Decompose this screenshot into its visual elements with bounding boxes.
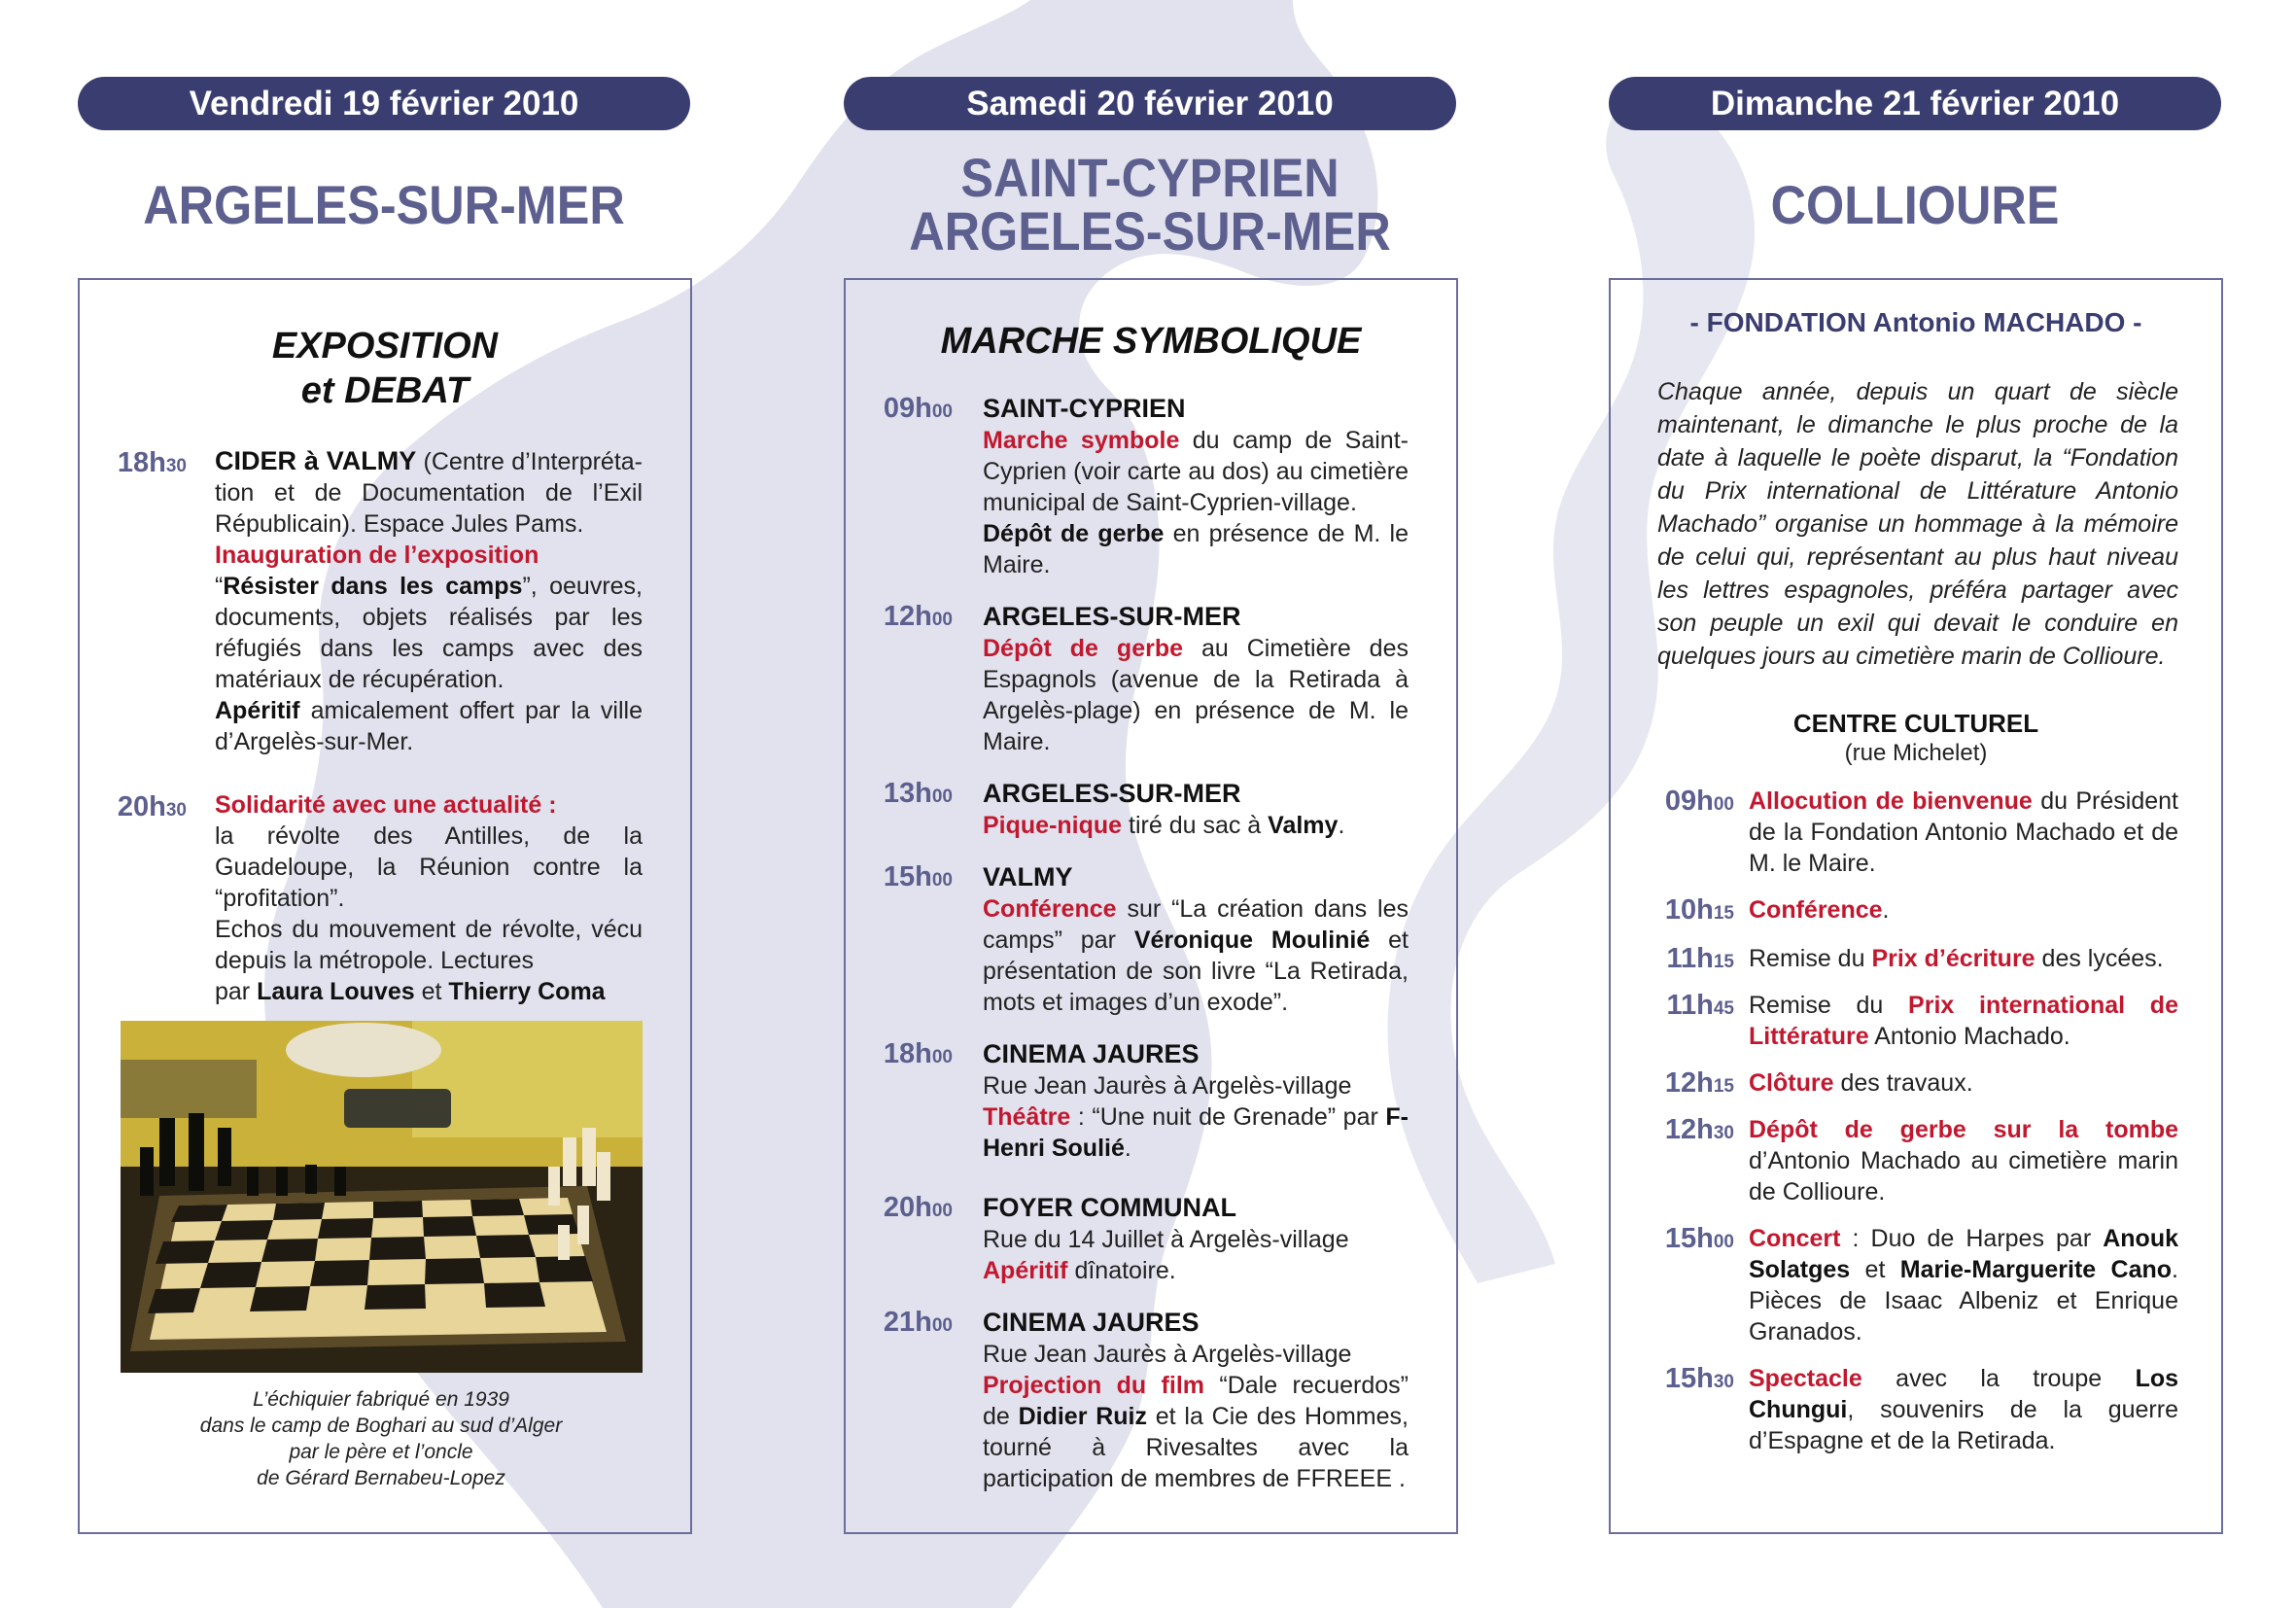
event-time: 11h15: [1666, 943, 1734, 974]
venue: [1611, 708, 2221, 768]
event-time: 15h00: [883, 861, 953, 892]
event-text: CINEMA JAURES Rue Jean Jaurès à Argelès-village Théâtre : “Une nuit de Grenade” par F-Henri Soulié.: [983, 1039, 1409, 1162]
event-time: 15h30: [1664, 1363, 1734, 1394]
event-time: 13h00: [883, 778, 953, 809]
date-badge: Dimanche 21 février 2010: [1609, 77, 2221, 130]
event-text: Clôture des travaux.: [1749, 1069, 1973, 1097]
venue-name: CENTRE CULTUREL: [1792, 709, 2039, 738]
event-time: 18h30: [117, 447, 187, 478]
city-title-1: SAINT-CYPRIEN: [960, 147, 1339, 208]
event-time: 10h15: [1664, 894, 1734, 926]
section-title: MARCHE SYMBOLIQUE: [940, 321, 1362, 362]
event-time: 18h00: [883, 1038, 953, 1069]
chessboard-squares: [148, 1198, 607, 1340]
program-box: [1609, 278, 2223, 1534]
event-text: SAINT-CYPRIEN Marche symbole du camp de Saint-Cyprien (voir carte au dos) au cimetière municipal de Saint-Cyprien-village. Dépôt de gerbe en présence de M. le Maire.: [983, 394, 1409, 578]
event-text: FOYER COMMUNAL Rue du 14 Juillet à Argelès-village Apéritif dînatoire.: [983, 1193, 1349, 1284]
chessboard-photo: [121, 1021, 643, 1373]
city-title: ARGELES-SUR-MER: [143, 174, 625, 235]
section-title: - FONDATION Antonio MACHADO -: [1689, 307, 2142, 337]
event-text: Conférence.: [1749, 896, 1890, 924]
event-time: 20h00: [883, 1192, 953, 1223]
section-title-line1: EXPOSITION: [271, 326, 499, 367]
event-text: Allocution de bienvenue du Président de la Fondation Antonio Machado et de M. le Maire.: [1749, 787, 2178, 877]
event-time: 20h30: [117, 791, 187, 822]
city-title-2: ARGELES-SUR-MER: [909, 200, 1391, 262]
event-text: ARGELES-SUR-MER Dépôt de gerbe au Cimetière des Espagnols (avenue de la Retirada à Argelès-plage) en présence de M. le Maire.: [983, 602, 1409, 755]
event-text: Remise du Prix international de Littérature Antonio Machado.: [1749, 992, 2178, 1050]
city-title: COLLIOURE: [1770, 174, 2060, 235]
event-time: 15h00: [1664, 1223, 1734, 1254]
event-text: Concert : Duo de Harpes par Anouk Solatges et Marie-Marguerite Cano. Pièces de Isaac Albeniz et Enrique Granados.: [1749, 1225, 2179, 1346]
program-box: [844, 278, 1458, 1534]
program-box: [78, 278, 692, 1534]
event-time: 12h00: [883, 601, 953, 632]
event-text: Solidarité avec une actualité : la révolte des Antilles, de la Guadeloupe, la Réunion contre la “profitation”. Echos du mouvement de révolte, vécu depuis la métropole. Lectures par Laura Louves et Thierry Coma: [215, 791, 643, 1005]
intro-paragraph: Chaque année, depuis un quart de siècle maintenant, le dimanche le plus proche de la date à laquelle le poète disparut, la “Fondation du Prix international de Littérature Antonio Machado” organise un hommage à la mémoire de celui qui, représentant au plus haut niveau les lettres espagnoles, préféra partager avec son peuple un exil qui devait le conduire en quelques jours au cimetière marin de Collioure.: [1657, 378, 2178, 670]
venue-address: (rue Michelet): [1844, 740, 1988, 766]
event-text: Spectacle avec la troupe Los Chungui, souvenirs de la guerre d’Espagne et de la Retirada.: [1749, 1365, 2179, 1454]
event-time: 21h00: [883, 1307, 953, 1338]
event-text: VALMY Conférence sur “La création dans les camps” par Véronique Moulinié et présentation de son livre “La Retirada, mots et images d’un exode”.: [983, 862, 1409, 1016]
event-text: CIDER à VALMY (Centre d’Interpréta- tion et de Documentation de l’Exil Républicain). Espace Jules Pams. Inauguration de l’exposition “Résister dans les camps”, oeuvres, documents, objets réalisés par les réfugiés dans les camps avec des matériaux de récupération. Apéritif amicalement offert par la ville d’Argelès-sur-Mer.: [215, 446, 643, 755]
event-time: 09h00: [883, 393, 953, 424]
event-text: Remise du Prix d’écriture des lycées.: [1749, 945, 2164, 972]
event-time: 11h45: [1666, 990, 1734, 1021]
photo-caption: L’échiquier fabriqué en 1939 dans le camp de Boghari au sud d’Alger par le père et l’oncle de Gérard Bernabeu-Lopez: [199, 1388, 563, 1489]
date-badge: Samedi 20 février 2010: [844, 77, 1456, 130]
section-title-line2: et DEBAT: [300, 370, 470, 411]
event-time: 12h15: [1664, 1067, 1734, 1099]
event-time: 09h00: [1664, 786, 1734, 817]
date-badge: Vendredi 19 février 2010: [78, 77, 690, 130]
event-text: ARGELES-SUR-MER Pique-nique tiré du sac à Valmy.: [983, 779, 1345, 839]
event-text: Dépôt de gerbe sur la tombe d’Antonio Machado au cimetière marin de Collioure.: [1749, 1116, 2178, 1206]
event-text: CINEMA JAURES Rue Jean Jaurès à Argelès-village Projection du film “Dale recuerdos” de Didier Ruiz et la Cie des Hommes, tourné à Rivesaltes avec la participation de membres de FFREEE .: [983, 1308, 1409, 1492]
event-time: 12h30: [1664, 1114, 1734, 1145]
